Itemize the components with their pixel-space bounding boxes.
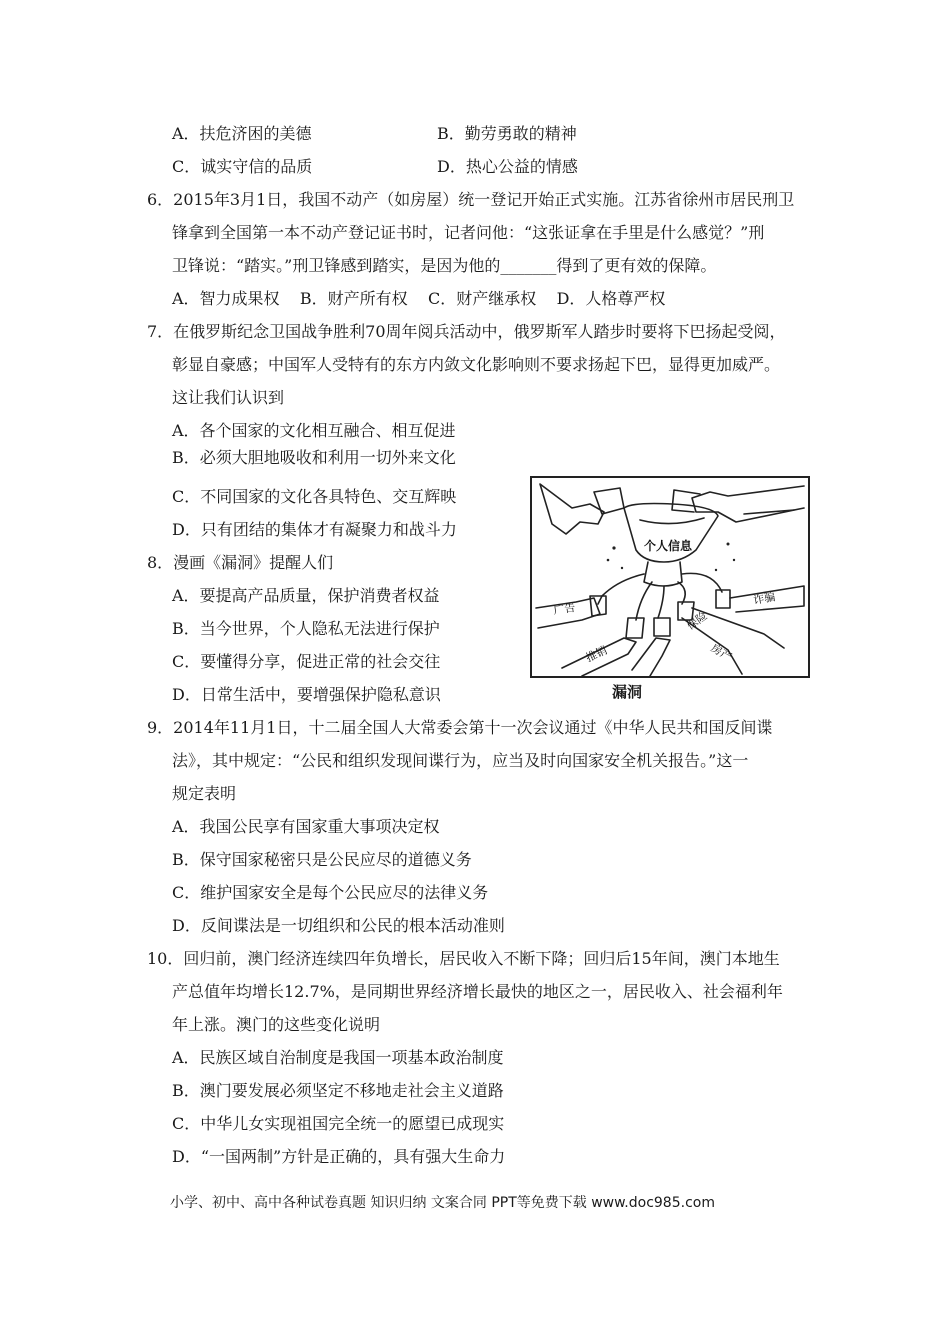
cartoon-label-ad: 广告 [552, 601, 577, 617]
q8-option-c: C．要懂得分享，促进正常的社会交往 [172, 652, 441, 671]
cartoon-label-insurance: 保险 [684, 609, 710, 633]
q10-option-c: C．中华儿女实现祖国完全统一的愿望已成现实 [172, 1114, 505, 1133]
cartoon-funnel-label: 个人信息 [643, 539, 693, 553]
q6-stem-line-1: 6．2015年3月1日，我国不动产（如房屋）统一登记开始正式实施。江苏省徐州市居民刑卫 [147, 190, 795, 209]
cartoon-label-fraud: 诈骗 [752, 590, 777, 607]
q10-option-a: A．民族区域自治制度是我国一项基本政治制度 [172, 1048, 504, 1067]
q7-option-b: B．必须大胆地吸收和利用一切外来文化 [172, 448, 456, 467]
q9-option-b: B．保守国家秘密只是公民应尽的道德义务 [172, 850, 472, 869]
cartoon-label-realestate: 房产 [708, 641, 735, 664]
q6-options: A．智力成果权 B．财产所有权 C．财产继承权 D．人格尊严权 [172, 289, 666, 308]
q8-option-b: B．当今世界，个人隐私无法进行保护 [172, 619, 440, 638]
q7-option-c: C．不同国家的文化各具特色、交互辉映 [172, 487, 457, 506]
q10-stem-line-1: 10．回归前，澳门经济连续四年负增长，居民收入不断下降；回归后15年间，澳门本地生 [147, 949, 780, 968]
cartoon-image [530, 476, 810, 678]
cartoon-caption: 漏洞 [612, 683, 643, 701]
q9-stem-line-1: 9．2014年11月1日，十二届全国人大常委会第十一次会议通过《中华人民共和国反间谍 [147, 718, 773, 737]
q7-stem-line-2: 彰显自豪感；中国军人受特有的东方内敛文化影响则不要求扬起下巴，显得更加威严。 [172, 355, 781, 374]
q5-option-b: B．勤劳勇敢的精神 [437, 124, 577, 143]
q10-stem-line-2: 产总值年均增长12.7%，是同期世界经济增长最快的地区之一，居民收入、社会福利年 [172, 982, 783, 1001]
q9-stem-line-3: 规定表明 [172, 784, 237, 803]
q6-stem-line-3: 卫锋说：“踏实。”刑卫锋感到踏实，是因为他的_______得到了更有效的保障。 [172, 256, 717, 275]
q8-option-a: A．要提高产品质量，保护消费者权益 [172, 586, 440, 605]
cartoon-label-sales: 推销 [583, 643, 610, 665]
cartoon-drawing [532, 478, 808, 676]
q5-option-a: A．扶危济困的美德 [172, 124, 312, 143]
q6-stem-line-2: 锋拿到全国第一本不动产登记证书时，记者问他：“这张证拿在手里是什么感觉？”刑 [172, 223, 765, 242]
q10-stem-line-3: 年上涨。澳门的这些变化说明 [172, 1015, 381, 1034]
q7-option-d: D．只有团结的集体才有凝聚力和战斗力 [172, 520, 457, 539]
q8-stem: 8．漫画《漏洞》提醒人们 [147, 553, 334, 572]
q7-stem-line-1: 7．在俄罗斯纪念卫国战争胜利70周年阅兵活动中，俄罗斯军人踏步时要将下巴扬起受阅， [147, 322, 786, 341]
q9-stem-line-2: 法》，其中规定：“公民和组织发现间谍行为，应当及时向国家安全机关报告。”这一 [172, 751, 749, 770]
q5-option-c: C．诚实守信的品质 [172, 157, 313, 176]
q10-option-d: D．“一国两制”方针是正确的，具有强大生命力 [172, 1147, 506, 1166]
q7-stem-line-3: 这让我们认识到 [172, 388, 285, 407]
q10-option-b: B．澳门要发展必须坚定不移地走社会主义道路 [172, 1081, 504, 1100]
q9-option-d: D．反间谍法是一切组织和公民的根本活动准则 [172, 916, 505, 935]
q8-option-d: D．日常生活中，要增强保护隐私意识 [172, 685, 441, 704]
q7-option-a: A．各个国家的文化相互融合、相互促进 [172, 421, 456, 440]
page-footer: 小学、初中、高中各种试卷真题 知识归纳 文案合同 PPT等免费下载 www.doc985.com [170, 1195, 715, 1211]
q5-option-d: D．热心公益的情感 [437, 157, 578, 176]
q9-option-c: C．维护国家安全是每个公民应尽的法律义务 [172, 883, 489, 902]
q9-option-a: A．我国公民享有国家重大事项决定权 [172, 817, 440, 836]
